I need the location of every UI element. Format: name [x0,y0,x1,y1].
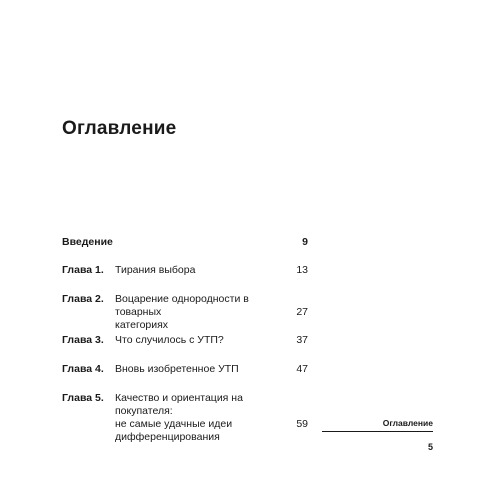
toc-entry-title: Тирания выбора [115,264,196,276]
toc-entry-title: Вновь изобретенное УТП [115,363,239,375]
toc-entry-page: 47 [296,363,308,375]
toc-entry-title: Качество и ориентация на покупателя: не самые удачные идеи дифференцирования [115,392,243,443]
toc-entry-page: 37 [296,334,308,346]
toc-entry-label: Глава 2. [62,293,104,305]
running-head: Оглавление [322,419,433,432]
toc-entry-title: Что случилось с УТП? [115,334,224,346]
toc-entry-label: Глава 3. [62,334,104,346]
toc-entry-page: 27 [296,306,308,318]
toc-entry-title: Воцарение однородности в товарных категориях [115,293,249,331]
toc-entry-label: Глава 4. [62,363,104,375]
toc-entry-page: 9 [302,236,308,248]
page-number: 5 [427,442,433,452]
page-title: Оглавление [62,118,177,139]
toc-entry-label: Введение [62,236,113,248]
toc-entry-page: 13 [296,264,308,276]
toc-entry-label: Глава 1. [62,264,104,276]
toc-entry-page: 59 [296,418,308,430]
toc-entry-label: Глава 5. [62,392,104,404]
